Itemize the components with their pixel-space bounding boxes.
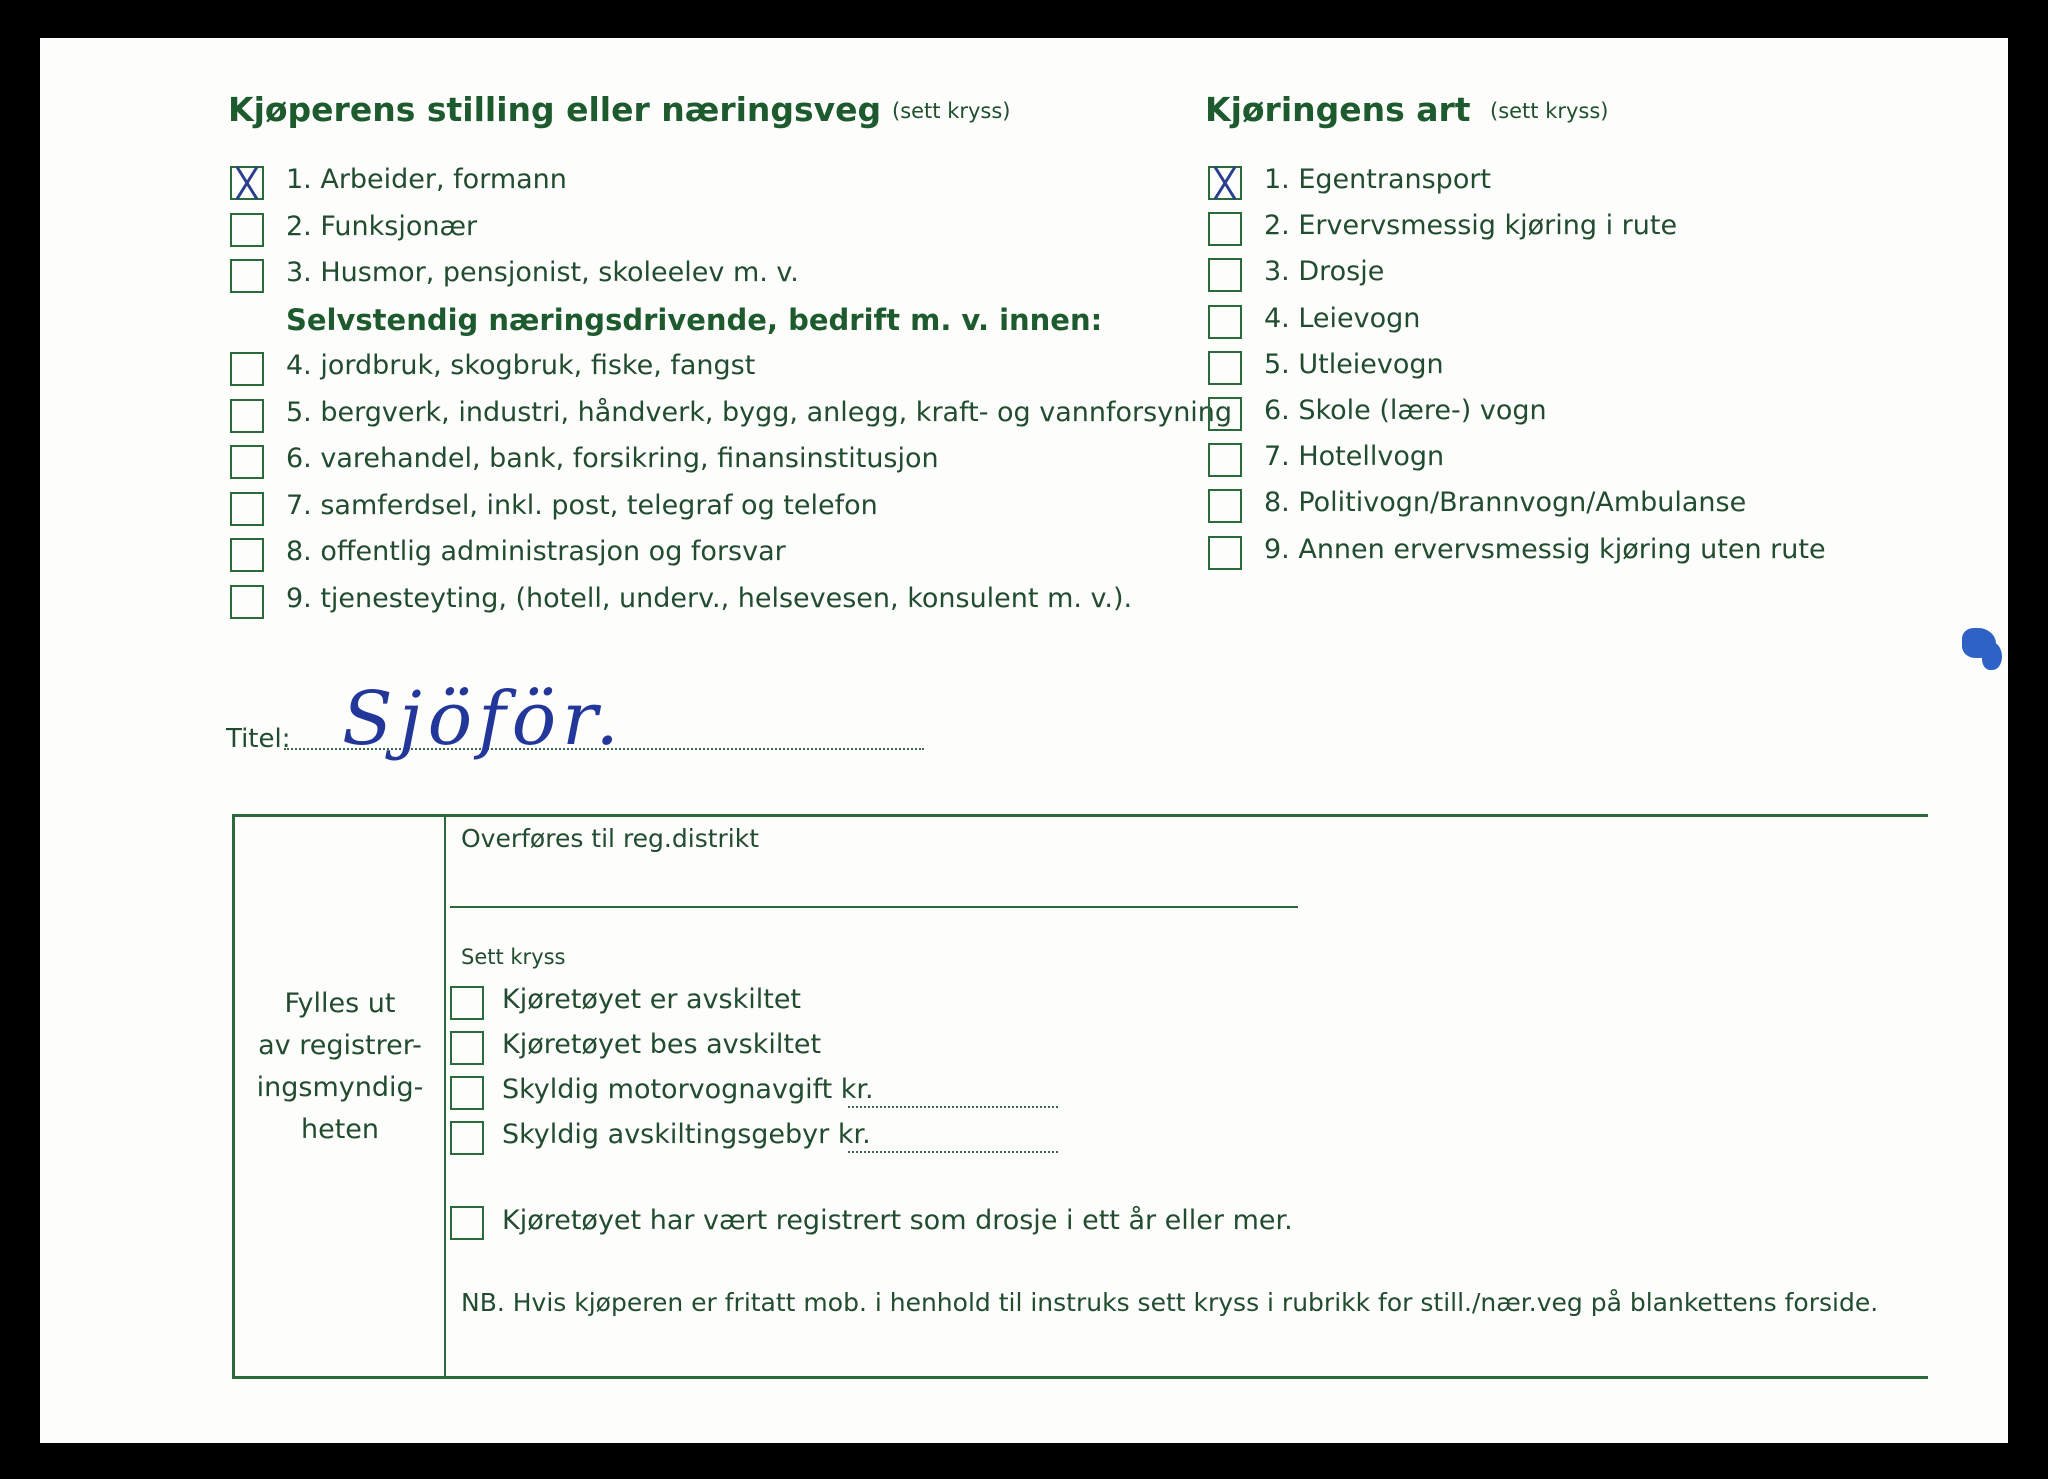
titel-handwritten-value[interactable]: Sjöför. [342, 676, 625, 762]
registry-side-label: Fylles ut av registrer- ingsmyndig- heten [256, 988, 424, 1145]
driving-type-label-3: 3. Drosje [1264, 256, 1385, 288]
titel-label: Titel: [226, 724, 291, 754]
industry-label-5: 8. offentlig administrasjon og forsvar [286, 536, 786, 567]
driving-type-checkbox-3[interactable] [1208, 258, 1242, 292]
registry-check-checkbox-4[interactable] [450, 1121, 484, 1155]
driving-type-checkbox-2[interactable] [1208, 212, 1242, 246]
occupation-label-3: 3. Husmor, pensjonist, skoleelev m. v. [286, 257, 799, 288]
driving-type-label-9: 9. Annen ervervsmessig kjøring uten rute [1264, 533, 1826, 565]
amount-dotted-line-4[interactable] [848, 1151, 1058, 1153]
industry-checkbox-5[interactable] [230, 538, 264, 572]
sett-kryss-label: Sett kryss [461, 945, 566, 969]
driving-type-checkbox-5[interactable] [1208, 351, 1242, 385]
left-section-note: (sett kryss) [892, 99, 1011, 123]
industry-label-6: 9. tjenesteyting, (hotell, underv., helsevesen, konsulent m. v.). [286, 582, 1133, 614]
industry-checkbox-2[interactable] [230, 399, 264, 433]
occupation-checkbox-3[interactable] [230, 259, 264, 293]
industry-checkbox-1[interactable] [230, 352, 264, 386]
registry-check-checkbox-1[interactable] [450, 986, 484, 1020]
registry-check-label-3: Skyldig motorvognavgift kr. [502, 1074, 874, 1105]
occupation-checkbox-2[interactable] [230, 213, 264, 247]
driving-type-checkbox-9[interactable] [1208, 536, 1242, 570]
registry-box-bottom-border [232, 1376, 1928, 1379]
registry-check-checkbox-3[interactable] [450, 1076, 484, 1110]
form-sheet [40, 38, 2008, 1443]
industry-checkbox-3[interactable] [230, 445, 264, 479]
occupation-label-1: 1. Arbeider, formann [286, 164, 567, 195]
registry-check-label-2: Kjøretøyet bes avskiltet [502, 1029, 822, 1060]
industry-checkbox-6[interactable] [230, 585, 264, 619]
left-section-title: Kjøperens stilling eller næringsveg [228, 90, 882, 129]
drosje-checkbox[interactable] [450, 1206, 484, 1240]
industry-checkbox-4[interactable] [230, 492, 264, 526]
drosje-label: Kjøretøyet har vært registrert som drosje i ett år eller mer. [502, 1205, 1293, 1236]
right-section-note: (sett kryss) [1490, 99, 1609, 123]
nb-note: NB. Hvis kjøperen er fritatt mob. i henhold til instruks sett kryss i rubrikk for still./nær.veg på blankettens forside. [461, 1288, 1879, 1317]
driving-type-label-8: 8. Politivogn/Brannvogn/Ambulanse [1264, 487, 1747, 519]
occupation-checkbox-1[interactable] [230, 166, 264, 200]
driving-type-checkbox-4[interactable] [1208, 305, 1242, 339]
driving-type-label-7: 7. Hotellvogn [1264, 441, 1445, 473]
driving-type-checkbox-6[interactable] [1208, 397, 1242, 431]
industry-label-2: 5. bergverk, industri, håndverk, bygg, anlegg, kraft- og vannforsyning [286, 396, 1233, 428]
driving-type-label-5: 5. Utleievogn [1264, 348, 1444, 380]
industry-label-1: 4. jordbruk, skogbruk, fiske, fangst [286, 350, 756, 381]
self-employed-subheading: Selvstendig næringsdrivende, bedrift m. v. innen: [286, 303, 1103, 337]
registry-box-top-border [232, 814, 1928, 817]
occupation-label-2: 2. Funksjonær [286, 210, 478, 242]
driving-type-checkbox-1[interactable] [1208, 166, 1242, 200]
amount-dotted-line-3[interactable] [848, 1106, 1058, 1108]
registry-check-checkbox-2[interactable] [450, 1031, 484, 1065]
registry-box-left-border [232, 814, 235, 1379]
registry-check-label-4: Skyldig avskiltingsgebyr kr. [502, 1119, 871, 1150]
transfer-district-line[interactable] [450, 906, 1298, 908]
right-section-title: Kjøringens art [1205, 90, 1471, 129]
registry-check-label-1: Kjøretøyet er avskiltet [502, 984, 802, 1015]
driving-type-label-1: 1. Egentransport [1264, 164, 1492, 195]
industry-label-4: 7. samferdsel, inkl. post, telegraf og telefon [286, 489, 878, 521]
transfer-district-label: Overføres til reg.distrikt [461, 824, 760, 853]
ink-blot-tail [1982, 642, 2002, 670]
driving-type-label-6: 6. Skole (lære-) vogn [1264, 395, 1547, 426]
industry-label-3: 6. varehandel, bank, forsikring, finansinstitusjon [286, 443, 939, 474]
driving-type-label-4: 4. Leievogn [1264, 302, 1421, 334]
registry-box-divider [444, 814, 446, 1379]
driving-type-checkbox-8[interactable] [1208, 489, 1242, 523]
driving-type-checkbox-7[interactable] [1208, 443, 1242, 477]
driving-type-label-2: 2. Ervervsmessig kjøring i rute [1264, 210, 1678, 242]
